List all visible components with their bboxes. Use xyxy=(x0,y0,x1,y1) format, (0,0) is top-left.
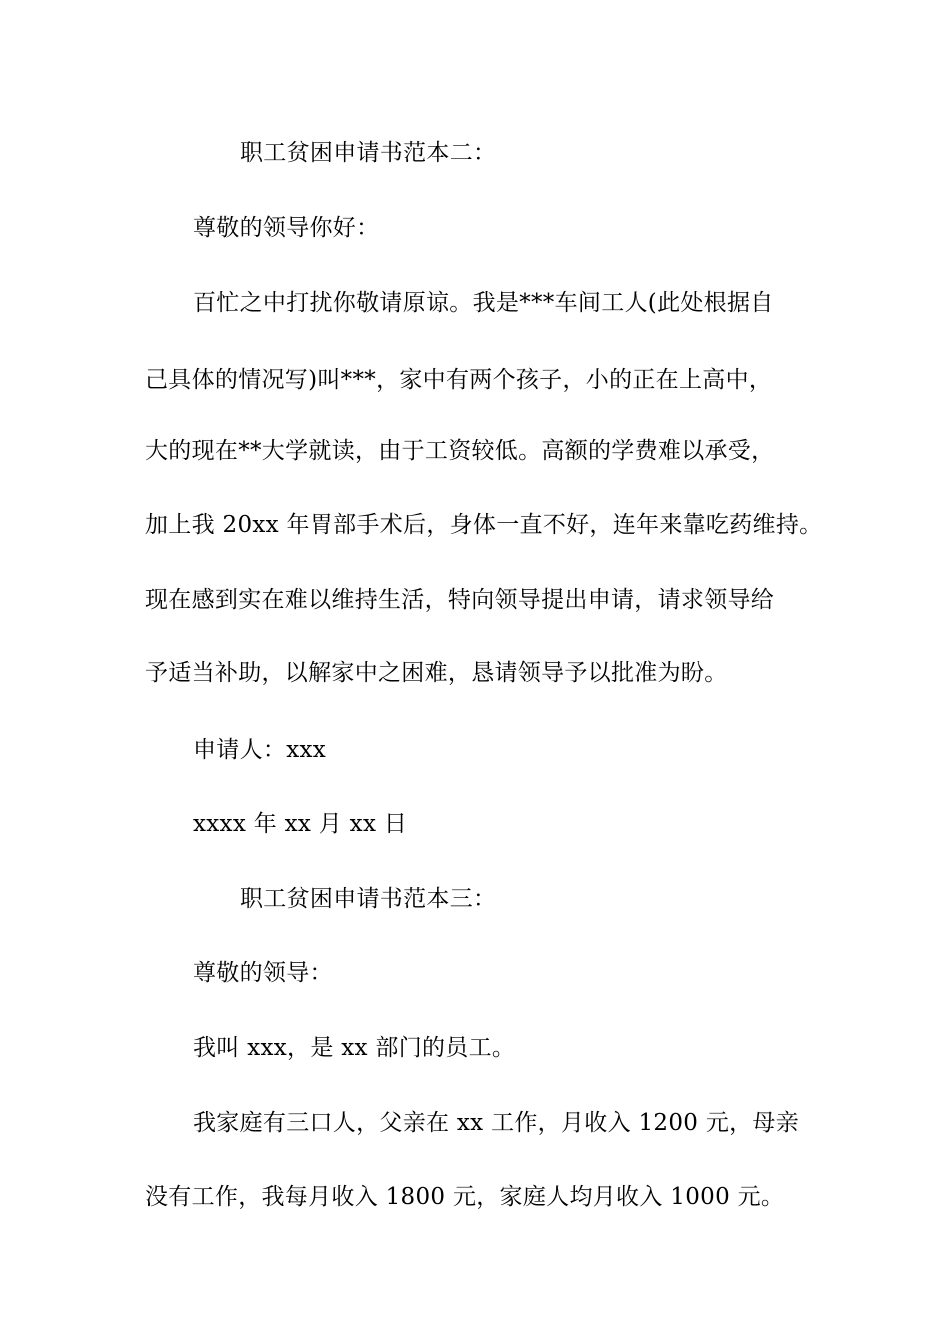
section3-body-line-2: 没有工作，我每月收入 1800 元，家庭人均月收入 1000 元。 xyxy=(145,1184,785,1210)
section2-body-line-2: 己具体的情况写)叫***，家中有两个孩子，小的正在上高中， xyxy=(145,367,773,393)
section3-salutation: 尊敬的领导： xyxy=(193,960,333,986)
section3-intro: 我叫 xxx，是 xx 部门的员工。 xyxy=(193,1035,516,1061)
section2-salutation: 尊敬的领导你好： xyxy=(193,215,380,241)
section2-date: xxxx 年 xx 月 xx 日 xyxy=(193,811,408,837)
section2-body-line-5: 现在感到实在难以维持生活，特向领导提出申请，请求领导给 xyxy=(145,587,775,613)
section3-body-line-1: 我家庭有三口人，父亲在 xx 工作，月收入 1200 元，母亲 xyxy=(193,1110,800,1136)
section2-body-line-3: 大的现在**大学就读，由于工资较低。高额的学费难以承受， xyxy=(145,438,775,464)
section2-applicant: 申请人：xxx xyxy=(193,737,327,763)
section2-title: 职工贫困申请书范本二： xyxy=(240,140,497,166)
section3-title: 职工贫困申请书范本三： xyxy=(240,886,497,912)
section2-body-line-6: 予适当补助，以解家中之困难，恳请领导予以批准为盼。 xyxy=(145,660,728,686)
section2-body-line-1: 百忙之中打扰你敬请原谅。我是***车间工人(此处根据自 xyxy=(193,290,774,316)
section2-body-line-4: 加上我 20xx 年胃部手术后，身体一直不好，连年来靠吃药维持。 xyxy=(145,512,823,538)
